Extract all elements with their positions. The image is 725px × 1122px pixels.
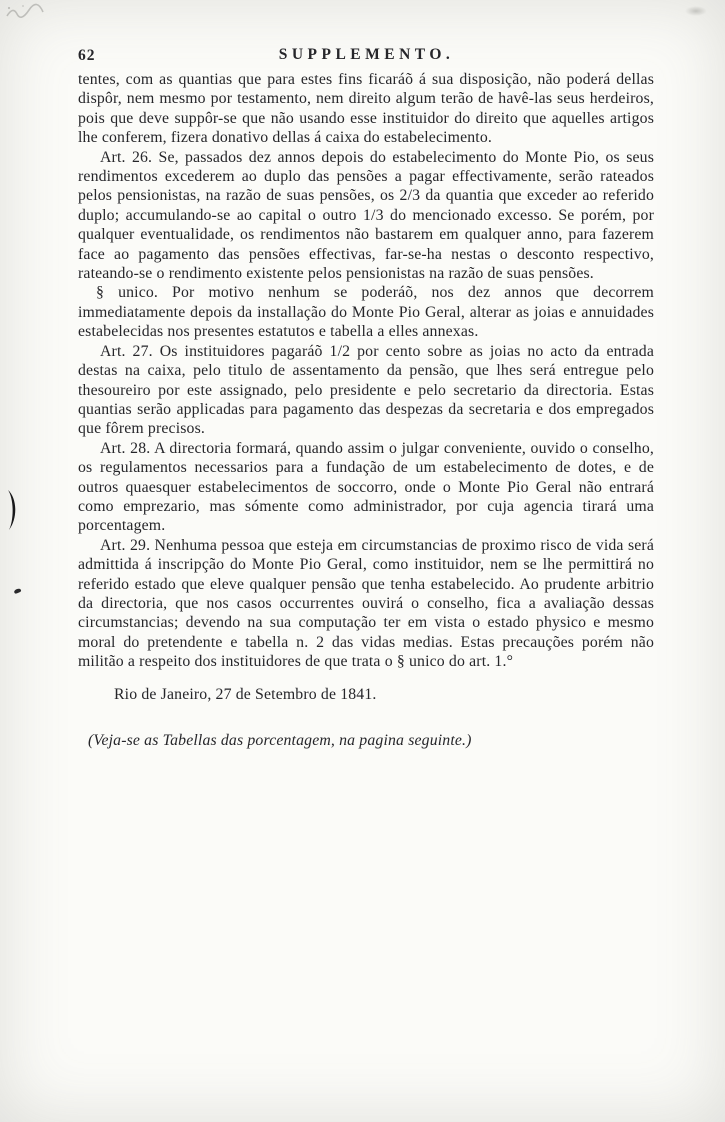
body-text [78,70,654,750]
paragraph-art-29: Art. 29. Nenhuma pessoa que esteja em circumstancias de proximo risco de vida será admittida á inscripção do Monte Pio Geral, como instituidor, nem se lhe permittirá no referido estado que eleve qualquer pensão que tenha estabelecido. Ao prudente arbitrio da directoria, que nos casos occurrentes ouvirá o conselho, fica a avaliação dessas circumstancias; devendo na sua computação ter em vista o estado physico e mesmo moral do pretendente e tabella n. 2 das vidas medias. Estas precauções porém não militão a respeito dos instituidores de que trata o § unico do art. 1.° [78,536,654,671]
paragraph-art-26: Art. 26. Se, passados dez annos depois do estabelecimento do Monte Pio, os seus rendimentos excederem ao duplo das pensões a pagar effectivamente, serão rateados pelos pensionistas, na razão de suas pensões, os 2/3 da quantia que exceder ao referido duplo; accumulando-se ao capital o outro 1/3 do mencionado excesso. Se porém, por qualquer eventualidade, os rendimentos não bastarem em qualquer anno, para fazerem face ao pagamento das pensões effectivas, far-se-ha nestas o desconto respectivo, rateando-se o rendimento existente pelos pensionistas na razão de suas pensões. [78,148,654,283]
ink-blot-mark [4,489,20,536]
paragraph-art-28: Art. 28. A directoria formará, quando assim o julgar conveniente, ouvido o conselho, os regulamentos necessarios para a fundação de um estabelecimento de dotes, e de outros quaesquer estabelecimentos de soccorro, onde o Monte Pio Geral não entrará como emprezario, mas sómente como administrador, por cuja agencia tirará uma porcentagem. [78,439,654,535]
paragraph-continuation: tentes, com as quantias que para estes fins ficaráõ á sua disposição, não poderá dellas dispôr, nem mesmo por testamento, nem direito algum terão de havê-las seus herdeiros, pois que deve suppôr-se que não usando esse instituidor do direito que aquelles artigos lhe conferem, fizera donativo dellas á caixa do estabelecimento. [78,71,654,147]
running-title: SUPPLEMENTO. [278,46,455,63]
paragraph-section-unico: § unico. Por motivo nenhum se poderáõ, nos dez annos que decorrem immediatamente depois da installação do Monte Pio Geral, alterar as joias e annuidades estabelecidas nos presentes estatutos e tabella a elles annexas. [78,284,654,341]
paragraph-art-27: Art. 27. Os instituidores pagaráõ 1/2 por cento sobre as joias no acto da entrada destas na caixa, pelo titulo de assentamento da pensão, que lhes será entregue pelo thesoureiro por este assignado, pelo presidente e pelo secretario da directoria. Estas quantias serão applicadas para pagamento das despezas da secretaria e dos empregados que fôrem precisos. [78,342,654,438]
running-head [78,46,655,68]
page-number: 62 [78,47,96,64]
ink-smudge [685,6,707,16]
pencil-scribble-mark [3,2,55,27]
dateline: Rio de Janeiro, 27 de Setembro de 1841. [114,685,377,703]
footnote-reference: (Veja-se as Tabellas das porcentagem, na pagina seguinte.) [88,732,472,749]
ink-dot-mark [14,588,22,594]
